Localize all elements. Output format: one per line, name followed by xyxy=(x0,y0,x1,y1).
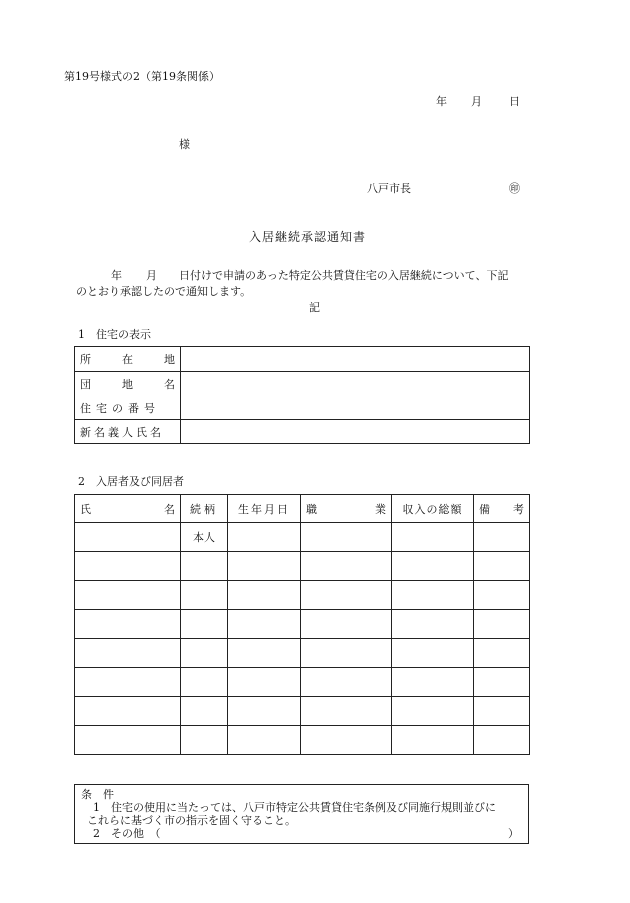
header-birthdate: 生年月日 xyxy=(228,495,301,523)
condition-item2-label: 2 その他 （ xyxy=(93,827,161,840)
complex-house-value xyxy=(181,372,530,420)
residents-header-row xyxy=(75,495,530,523)
table-row xyxy=(75,581,530,610)
housing-table xyxy=(74,346,530,444)
addressee-suffix: 様 xyxy=(179,138,190,151)
header-relation: 続柄 xyxy=(181,495,228,523)
house-number-label: 住宅の番号 xyxy=(80,401,160,415)
table-row xyxy=(75,610,530,639)
body-line1: 日付けで申請のあった特定公共賃貸住宅の入居継続について、下記 xyxy=(179,269,509,282)
complex-row xyxy=(75,372,530,420)
table-row xyxy=(75,668,530,697)
form-number: 第19号様式の2（第19条関係） xyxy=(64,70,220,83)
condition-item2-close: ） xyxy=(508,827,519,840)
section2-heading: 2 入居者及び同居者 xyxy=(78,475,184,488)
document-title: 入居継続承認通知書 xyxy=(249,230,367,244)
date-day-label: 日 xyxy=(509,95,520,108)
table-row xyxy=(75,726,530,755)
body-line2: のとおり承認したので通知します。 xyxy=(76,285,252,298)
header-remarks: 備 考 xyxy=(474,495,530,523)
complex-house-label: 団 地 名 住宅の番号 xyxy=(75,372,181,420)
new-holder-value xyxy=(181,420,530,444)
body-year-label: 年 xyxy=(111,269,122,282)
header-occupation: 職 業 xyxy=(301,495,392,523)
header-name: 氏 名 xyxy=(75,495,181,523)
relation-self: 本人 xyxy=(181,523,228,552)
header-income: 収入の総額 xyxy=(392,495,474,523)
location-row xyxy=(75,347,530,372)
condition-item2 xyxy=(81,827,522,840)
ki-label: 記 xyxy=(309,301,320,314)
body-month-label: 月 xyxy=(146,269,157,282)
location-label: 所 在 地 xyxy=(75,347,181,372)
date-month-label: 月 xyxy=(471,95,482,108)
section1-heading: 1 住宅の表示 xyxy=(78,328,151,341)
date-year-label: 年 xyxy=(436,95,447,108)
seal-mark: ㊞ xyxy=(509,182,520,195)
table-row xyxy=(75,523,530,552)
table-row xyxy=(75,552,530,581)
new-holder-label: 新名義人氏名 xyxy=(75,420,181,444)
residents-table xyxy=(74,494,530,755)
new-holder-row xyxy=(75,420,530,444)
condition-item1-line2: これらに基づく市の指示を固く守ること。 xyxy=(87,814,296,827)
table-row xyxy=(75,639,530,668)
table-row xyxy=(75,697,530,726)
sender-title: 八戸市長 xyxy=(367,182,411,195)
conditions-box xyxy=(74,784,529,844)
conditions-heading: 条 件 xyxy=(81,788,114,801)
condition-item1-line1: 1 住宅の使用に当たっては、八戸市特定公共賃貸住宅条例及び同施行規則並びに xyxy=(93,801,496,814)
location-value xyxy=(181,347,530,372)
